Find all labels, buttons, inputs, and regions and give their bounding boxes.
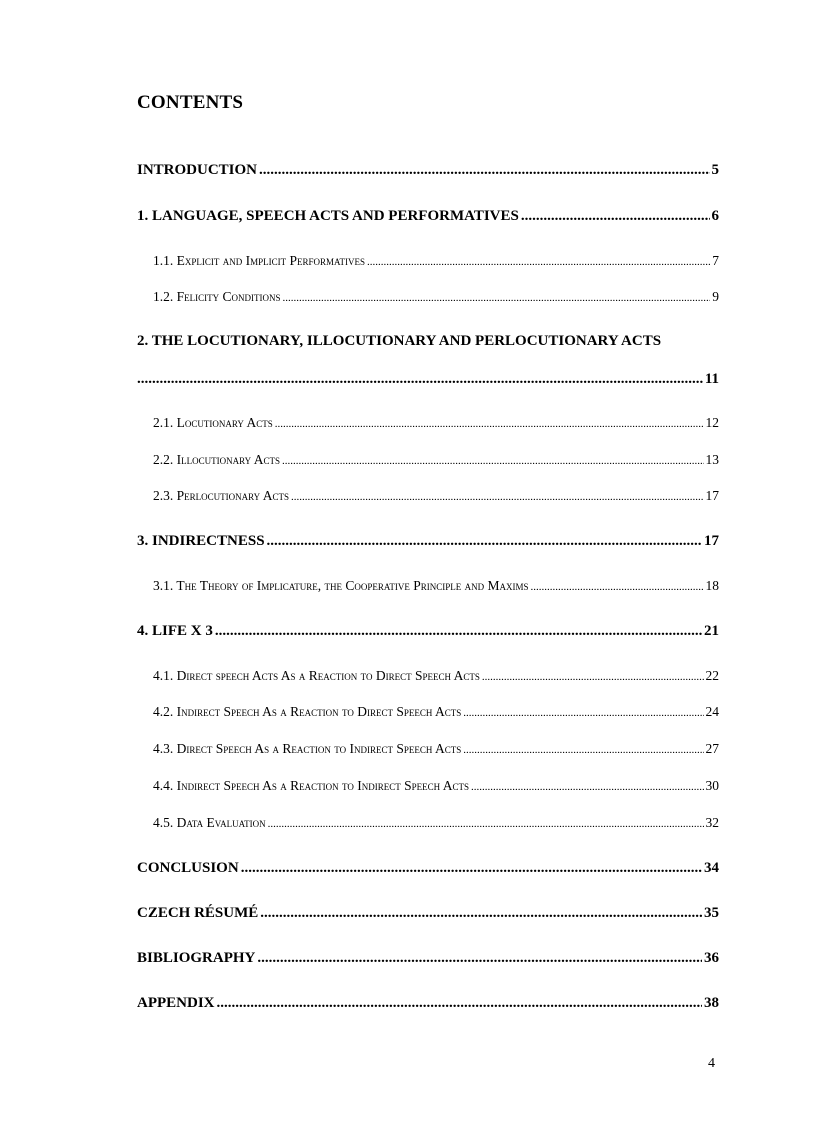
toc-entry-page: 12: [705, 415, 719, 430]
dot-leader: [259, 162, 709, 179]
toc-entry-page: 35: [704, 905, 719, 921]
toc-entry-page: 36: [704, 950, 719, 966]
toc-entry-page: 21: [704, 623, 719, 639]
toc-entry-section-4-3[interactable]: [153, 741, 719, 757]
dot-leader: [257, 950, 702, 967]
toc-entry-appendix[interactable]: [137, 995, 719, 1012]
dot-leader: [275, 418, 704, 430]
toc-entry-label: 1.2. Felicity Conditions: [153, 289, 281, 304]
toc-entry-section-4-1[interactable]: [153, 668, 719, 684]
page-title: CONTENTS: [137, 92, 244, 113]
toc-entry-label: 2.3. Perlocutionary Acts: [153, 488, 290, 503]
toc-entry-page: 38: [704, 995, 719, 1011]
toc-entry-page: 24: [705, 704, 719, 719]
toc-entry-label: 3.1. The Theory of Implicature, the Cooperative Principle and Maxims: [153, 578, 529, 593]
toc-entry-section-1-1[interactable]: [153, 253, 719, 269]
dot-leader: [531, 581, 704, 593]
dot-leader: [217, 995, 703, 1012]
toc-entry-bibliography[interactable]: [137, 950, 719, 967]
toc-entry-page: 27: [705, 741, 719, 756]
toc-entry-page: 5: [711, 162, 719, 178]
toc-entry-page: 32: [705, 815, 719, 830]
toc-entry-label: 4.4. Indirect Speech As a Reaction to Indirect Speech Acts: [153, 778, 469, 793]
dot-leader: [268, 818, 704, 830]
toc-entry-chapter-2-title[interactable]: 2. THE LOCUTIONARY, ILLOCUTIONARY AND PERLOCUTIONARY ACTS: [137, 333, 662, 349]
dot-leader: [215, 623, 702, 640]
dot-leader: [283, 292, 711, 304]
toc-entry-label: 2.2. Illocutionary Acts: [153, 452, 281, 467]
dot-leader: [291, 491, 703, 503]
toc-entry-label: 4. LIFE X 3: [137, 623, 213, 639]
toc-entry-conclusion[interactable]: [137, 860, 719, 877]
page-number: 4: [708, 1056, 715, 1071]
dot-leader: [471, 781, 704, 793]
toc-entry-page: 17: [705, 488, 719, 503]
toc-entry-label: APPENDIX: [137, 995, 215, 1011]
toc-entry-label: 4.3. Direct Speech As a Reaction to Indirect Speech Acts: [153, 741, 462, 756]
toc-entry-label: INTRODUCTION: [137, 162, 258, 178]
toc-entry-chapter-1[interactable]: [137, 208, 719, 225]
toc-entry-chapter-4[interactable]: [137, 623, 719, 640]
toc-entry-page: 6: [711, 208, 719, 224]
toc-entry-chapter-2[interactable]: [137, 371, 719, 388]
toc-entry-page: 11: [704, 371, 719, 387]
dot-leader: [463, 707, 703, 719]
toc-entry-label: 1.1. Explicit and Implicit Performatives: [153, 253, 366, 268]
toc-entry-page: 18: [705, 578, 719, 593]
toc-entry-label: 4.1. Direct speech Acts As a Reaction to Direct Speech Acts: [153, 668, 480, 683]
toc-entry-page: 7: [712, 253, 719, 268]
toc-entry-page: 34: [704, 860, 719, 876]
dot-leader: [137, 371, 703, 388]
toc-entry-page: 22: [705, 668, 719, 683]
toc-entry-section-4-2[interactable]: [153, 704, 719, 720]
toc-entry-section-4-5[interactable]: [153, 815, 719, 831]
toc-entry-label: 4.2. Indirect Speech As a Reaction to Direct Speech Acts: [153, 704, 462, 719]
toc-entry-section-3-1[interactable]: [153, 578, 719, 594]
dot-leader: [260, 905, 702, 922]
toc-entry-section-2-1[interactable]: [153, 415, 719, 431]
toc-entry-label: 1. LANGUAGE, SPEECH ACTS AND PERFORMATIVES: [137, 208, 519, 224]
toc-entry-label: BIBLIOGRAPHY: [137, 950, 256, 966]
toc-entry-page: 9: [712, 289, 719, 304]
toc-entry-label: CZECH RÉSUMÉ: [137, 905, 259, 921]
toc-entry-label: 4.5. Data Evaluation: [153, 815, 266, 830]
toc-entry-section-2-2[interactable]: [153, 452, 719, 468]
dot-leader: [463, 744, 703, 756]
dot-leader: [482, 671, 704, 683]
toc-entry-label: 2.1. Locutionary Acts: [153, 415, 273, 430]
toc-entry-label: 3. INDIRECTNESS: [137, 533, 265, 549]
toc-entry-chapter-3[interactable]: [137, 533, 719, 550]
toc-entry-section-2-3[interactable]: [153, 488, 719, 504]
toc-entry-czech-resume[interactable]: [137, 905, 719, 922]
dot-leader: [367, 256, 710, 268]
toc-entry-page: 13: [705, 452, 719, 467]
toc-entry-section-4-4[interactable]: [153, 778, 719, 794]
dot-leader: [267, 533, 702, 550]
toc-entry-page: 30: [705, 778, 719, 793]
toc-entry-section-1-2[interactable]: [153, 289, 719, 305]
toc-entry-introduction[interactable]: [137, 162, 719, 179]
dot-leader: [241, 860, 702, 877]
dot-leader: [521, 208, 710, 225]
toc-entry-label: CONCLUSION: [137, 860, 239, 876]
dot-leader: [282, 455, 703, 467]
toc-entry-page: 17: [704, 533, 719, 549]
